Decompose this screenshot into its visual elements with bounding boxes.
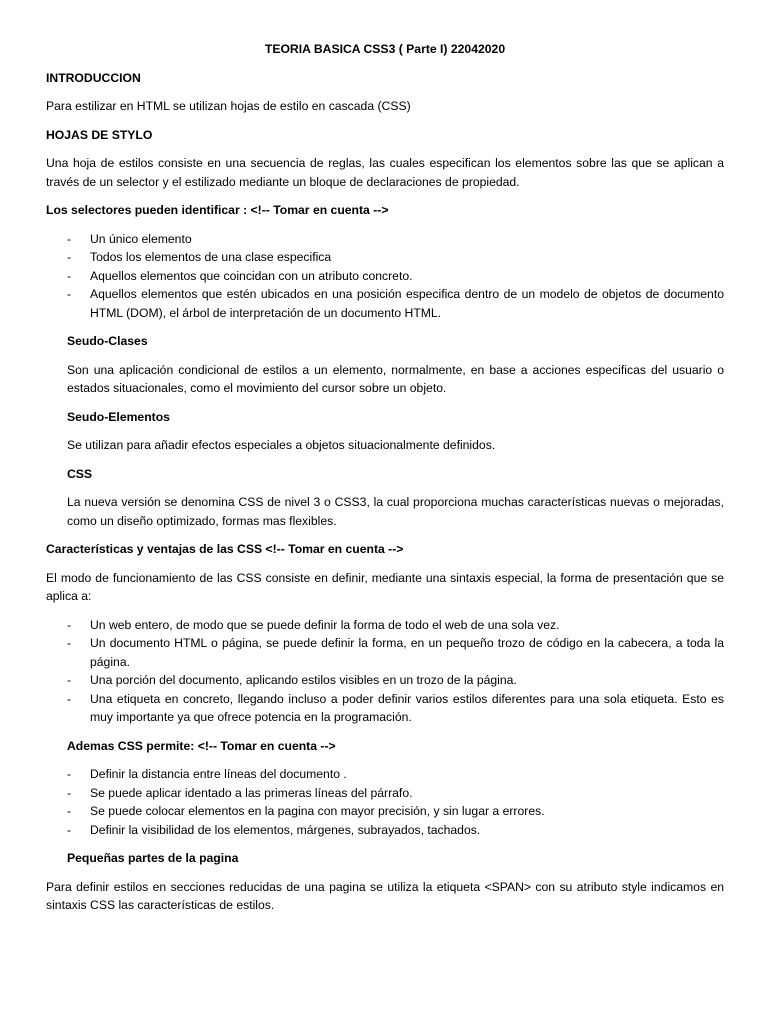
list-item [46, 230, 724, 249]
document-page [46, 40, 724, 925]
selectores-list [46, 230, 724, 323]
seudo-clases-text: Son una aplicación condicional de estilos a un elemento, normalmente, en base a acciones especificas del usuario o estados situacionales, como el movimiento del cursor sobre un objeto. [67, 362, 724, 395]
seudo-clases-heading: Seudo-Clases [67, 334, 148, 348]
bullet-dash: - [67, 767, 72, 781]
ademas-heading: Ademas CSS permite: <!-- Tomar en cuenta --> [67, 738, 336, 753]
document-title: TEORIA BASICA CSS3 ( Parte I) 22042020 [264, 42, 506, 56]
bullet-dash: - [67, 617, 72, 632]
list-item-text: Definir la distancia entre líneas del documento . [90, 767, 347, 781]
seudo-elementos-text: Se utilizan para añadir efectos especiales a objetos situacionalmente definidos. [67, 438, 496, 452]
list-item [46, 248, 724, 267]
bullet-dash: - [67, 804, 72, 818]
bullet-dash: - [67, 287, 72, 301]
bullet-dash: - [67, 691, 72, 706]
pequenas-heading: Pequeñas partes de la pagina [67, 851, 239, 865]
bullet-dash: - [67, 250, 72, 264]
ademas-list [46, 765, 724, 839]
list-item-text: Aquellos elementos que estén ubicados en una posición especifica dentro de un modelo de objetos de documento HTML (DOM), el árbol de interpretación de un documento HTML. [90, 287, 724, 320]
css-heading: CSS [67, 466, 93, 481]
caracteristicas-text: El modo de funcionamiento de las CSS consiste en definir, mediante una sintaxis especial, la forma de presentación que se aplica a: [46, 570, 724, 603]
list-item-text: Un documento HTML o página, se puede definir la forma, en un pequeño trozo de código en la cabecera, a toda la página. [90, 636, 724, 669]
caracteristicas-list [46, 616, 724, 727]
list-item-text: Todos los elementos de una clase especifica [90, 250, 332, 264]
bullet-dash: - [67, 673, 72, 687]
pequenas-text: Para definir estilos en secciones reducidas de una pagina se utiliza la etiqueta <SPAN> con su atributo style indicamos en sintaxis CSS las características de estilos. [46, 879, 724, 912]
seudo-elementos-heading: Seudo-Elementos [67, 409, 170, 424]
selectores-heading: Los selectores pueden identificar : <!-- Tomar en cuenta --> [46, 203, 389, 217]
caracteristicas-heading: Características y ventajas de las CSS <!-- Tomar en cuenta --> [46, 542, 404, 556]
intro-text: Para estilizar en HTML se utilizan hojas de estilo en cascada (CSS) [46, 99, 411, 113]
bullet-dash: - [67, 231, 72, 246]
list-item [46, 616, 724, 635]
list-item-text: Se puede aplicar identado a las primeras líneas del párrafo. [90, 785, 413, 800]
list-item [46, 690, 724, 727]
hojas-text: Una hoja de estilos consiste en una secuencia de reglas, las cuales especifican los elementos sobre las que se aplican a través de un selector y el estilizado mediante un bloque de declaraciones de propiedad. [46, 156, 724, 189]
list-item [46, 821, 724, 840]
hojas-heading: HOJAS DE STYLO [46, 127, 153, 142]
intro-heading: INTRODUCCION [46, 70, 141, 85]
list-item-text: Un web entero, de modo que se puede definir la forma de todo el web de una sola vez. [90, 617, 560, 632]
list-item [46, 267, 724, 286]
list-item-text: Se puede colocar elementos en la pagina con mayor precisión, y sin lugar a errores. [90, 804, 545, 818]
bullet-dash: - [67, 785, 72, 800]
list-item [46, 671, 724, 690]
list-item-text: Una porción del documento, aplicando estilos visibles en un trozo de la página. [90, 673, 517, 687]
list-item-text: Una etiqueta en concreto, llegando incluso a poder definir varios estilos diferentes para una sola etiqueta. Esto es muy importante ya que ofrece potencia en la programación. [90, 691, 724, 724]
list-item [46, 784, 724, 803]
list-item-text: Definir la visibilidad de los elementos, márgenes, subrayados, tachados. [90, 822, 481, 837]
list-item [46, 285, 724, 322]
list-item-text: Aquellos elementos que coincidan con un atributo concreto. [90, 268, 413, 283]
list-item [46, 634, 724, 671]
bullet-dash: - [67, 822, 72, 837]
list-item-text: Un único elemento [90, 231, 192, 246]
bullet-dash: - [67, 268, 72, 283]
bullet-dash: - [67, 636, 72, 650]
list-item [46, 802, 724, 821]
list-item [46, 765, 724, 784]
css-text: La nueva versión se denomina CSS de nivel 3 o CSS3, la cual proporciona muchas características nuevas o mejoradas, como un diseño optimizado, formas mas flexibles. [67, 495, 724, 528]
